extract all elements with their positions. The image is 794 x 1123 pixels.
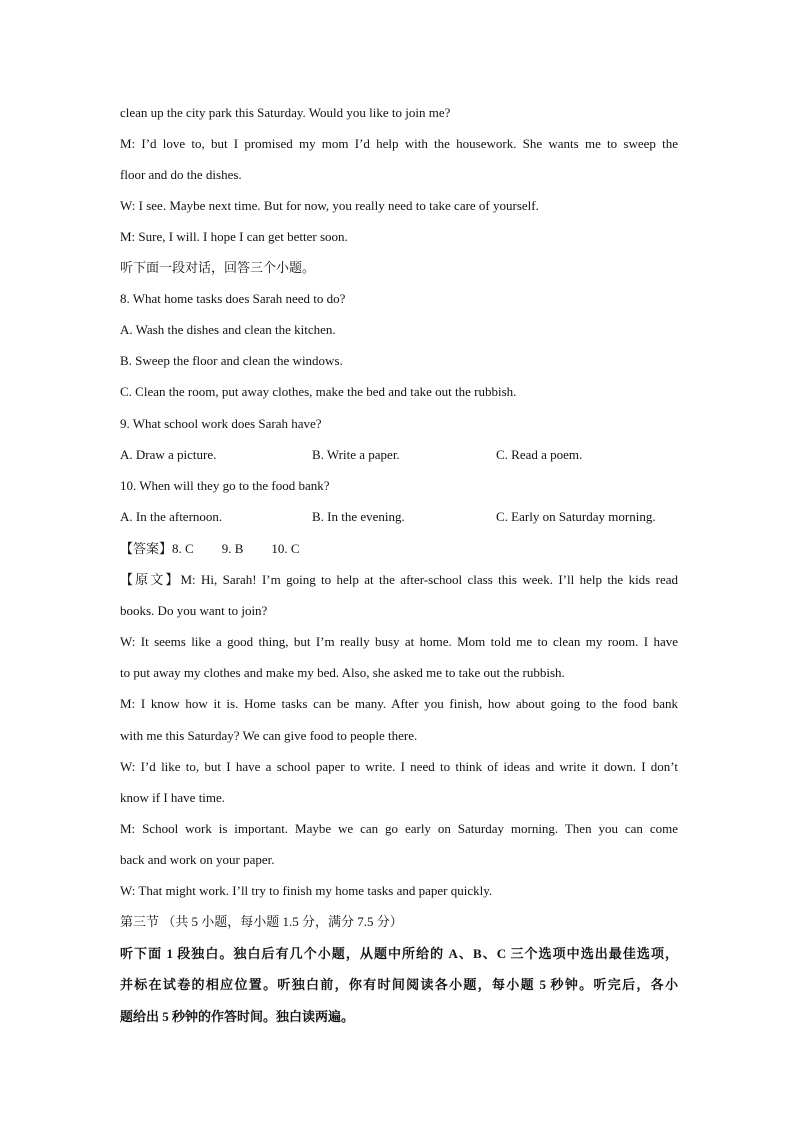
answer-9: 9. B — [221, 541, 244, 556]
section-3-instruction: 并标在试卷的相应位置。听独白前，你有时间阅读各小题，每小题 5 秒钟。听完后，各小 — [120, 977, 678, 992]
transcript-line: M: School work is important. Maybe we can go early on Saturday morning. Then you can come — [120, 821, 678, 836]
transcript-line: books. Do you want to join? — [120, 603, 268, 618]
dialogue-line: floor and do the dishes. — [120, 167, 242, 182]
transcript-line: to put away my clothes and make my bed. Also, she asked me to take out the rubbish. — [120, 665, 565, 680]
q8-option-c: C. Clean the room, put away clothes, make the bed and take out the rubbish. — [120, 384, 517, 399]
q10-option-c: C. Early on Saturday morning. — [496, 509, 656, 524]
answer-10: 10. C — [271, 541, 300, 556]
q9-option-c: C. Read a poem. — [496, 447, 583, 462]
transcript-line: know if I have time. — [120, 790, 226, 805]
q9-option-b: B. Write a paper. — [312, 447, 400, 462]
answer-8: 8. C — [172, 541, 194, 556]
transcript-line: W: That might work. I’ll try to finish my home tasks and paper quickly. — [120, 883, 493, 898]
q10-option-a: A. In the afternoon. — [120, 509, 223, 524]
dialogue-line: W: I see. Maybe next time. But for now, you really need to take care of yourself. — [120, 198, 539, 213]
transcript-line: back and work on your paper. — [120, 852, 275, 867]
dialogue-line: clean up the city park this Saturday. Would you like to join me? — [120, 105, 451, 120]
transcript-line: W: It seems like a good thing, but I’m really busy at home. Mom told me to clean my room. I have — [120, 634, 678, 649]
listening-instruction: 听下面一段对话，回答三个小题。 — [120, 260, 316, 275]
transcript-line: with me this Saturday? We can give food to people there. — [120, 728, 418, 743]
answer-label: 【答案】 — [120, 541, 173, 556]
q8-option-a: A. Wash the dishes and clean the kitchen. — [120, 322, 336, 337]
q9-option-a: A. Draw a picture. — [120, 447, 217, 462]
section-3-title: 第三节 （共 5 小题，每小题 1.5 分，满分 7.5 分） — [120, 914, 403, 929]
answer-row — [120, 541, 300, 557]
dialogue-line: M: I’d love to, but I promised my mom I’d help with the housework. She wants me to sweep the — [120, 136, 678, 151]
transcript-line: W: I’d like to, but I have a school paper to write. I need to think of ideas and write it down. I don’t — [120, 759, 678, 774]
transcript-line: M: I know how it is. Home tasks can be many. After you finish, how about going to the food bank — [120, 696, 678, 711]
question-10: 10. When will they go to the food bank? — [120, 478, 330, 493]
transcript-line: M: Hi, Sarah! I’m going to help at the after-school class this week. I’ll help the kids read — [180, 572, 678, 587]
question-9: 9. What school work does Sarah have? — [120, 416, 322, 431]
section-3-instruction: 题给出 5 秒钟的作答时间。独白读两遍。 — [120, 1009, 355, 1024]
transcript-first-line — [120, 572, 678, 588]
q10-option-b: B. In the evening. — [312, 509, 405, 524]
q8-option-b: B. Sweep the floor and clean the windows. — [120, 353, 343, 368]
question-8: 8. What home tasks does Sarah need to do? — [120, 291, 346, 306]
dialogue-line: M: Sure, I will. I hope I can get better soon. — [120, 229, 348, 244]
transcript-label: 【原文】 — [120, 572, 181, 587]
section-3-instruction: 听下面 1 段独白。独白后有几个小题，从题中所给的 A、B、C 三个选项中选出最佳选项， — [120, 946, 678, 961]
